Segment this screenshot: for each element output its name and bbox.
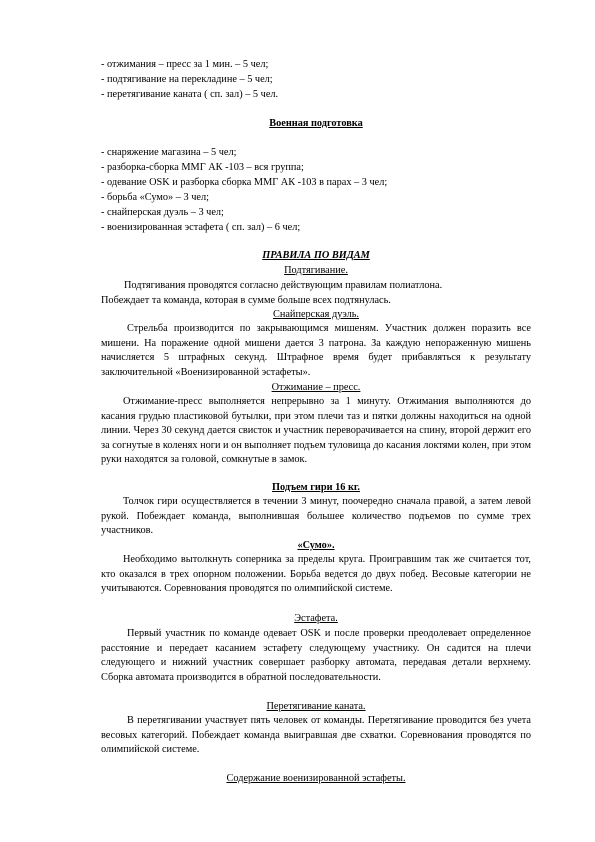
section-heading-sumo: «Сумо». [297, 540, 335, 551]
paragraph-line: Подтягивания проводятся согласно действующим правилам полиатлона. [124, 280, 443, 291]
paragraph-text: Толчок гири осуществляется в течении 3 минут, поочередно сначала правой, а затем левой рукой. Побеждает команда, выполнившая большее количество подъемов по сумме трех участников. [101, 496, 531, 537]
list-item: - отжимания – пресс за 1 мин. – 5 чел; [101, 59, 269, 70]
list-item: - одевание OSK и разборка сборка ММГ АК -103 в парах – 3 чел; [101, 177, 388, 188]
list-item: - снаряжение магазина – 5 чел; [101, 147, 237, 158]
list-item: - подтягивание на перекладине – 5 чел; [101, 74, 273, 85]
paragraph-sumo [101, 553, 531, 597]
paragraph-tug [101, 714, 531, 758]
paragraph-pushups [101, 395, 531, 468]
section-heading-tug: Перетягивание каната. [266, 701, 366, 712]
section-heading-sniper: Снайперская дуэль. [272, 309, 359, 320]
paragraph-text: Первый участник по команде одевает OSK и после проверки преодолевает определенное расстояние и передает касанием эстафету следующему участнику. Он садится на плечи следующего и нижний участник совершает разборку автомата, передавая детали верхнему. Сборка автомата производится в обратной последовательности. [101, 628, 531, 683]
paragraph-text: Отжимание-пресс выполняется непрерывно за 1 минуту. Отжимания выполняются до касания грудью пластиковой бутылки, при этом плечи таз и пятки должны находиться на одной линии. Через 30 секунд дается свисток и участник переворачивается на спину, второй держит его за согнутые в коленях ноги и он выполняет подъем туловища до касания локтями колен, при этом руки находятся за головой, сомкнутые в замок. [101, 396, 531, 466]
paragraph-line: Побеждает та команда, которая в сумме больше всех подтянулась. [101, 295, 391, 306]
rules-title: ПРАВИЛА ПО ВИДАМ [262, 250, 370, 261]
list-item: - снайперская дуэль – 3 чел; [101, 207, 224, 218]
section-heading-pullups: Подтягивание. [284, 265, 348, 276]
section-heading-relay-content: Содержание военизированной эстафеты. [226, 773, 406, 784]
paragraph-text: Стрельба производится по закрывающимся мишеням. Участник должен поразить все мишени. На поражение одной мишени дается 3 патрона. За каждую непораженную мишень начисляется 5 штрафных секунд. Штрафное время будет прибавляться к результату заключительной «Военизированной эстафеты». [101, 323, 531, 378]
list-item: - военизированная эстафета ( сп. зал) – 6 чел; [101, 222, 301, 233]
paragraph-text: В перетягивании участвует пять человек от команды. Перетягивание проводится без учета весовых категорий. Побеждает команда выигравшая две схватки. Соревнования проводятся по олимпийской системе. [101, 715, 531, 756]
list-item: - перетягивание каната ( сп. зал) – 5 чел. [101, 89, 279, 100]
paragraph-kettlebell [101, 495, 531, 539]
section-heading-kettlebell: Подъем гири 16 кг. [272, 482, 360, 493]
section-heading-military: Военная подготовка [269, 118, 363, 129]
paragraph-sniper [101, 322, 531, 380]
section-heading-relay: Эстафета. [294, 613, 338, 624]
paragraph-relay [101, 627, 531, 685]
list-item: - борьба «Сумо» – 3 чел; [101, 192, 209, 203]
section-heading-pushups: Отжимание – пресс. [271, 382, 361, 393]
paragraph-text: Необходимо вытолкнуть соперника за пределы круга. Проигравшим так же считается тот, кто оказался в трех опорном положении. Борьба ведется до двух побед. Весовые категории не учитываются. Соревнования проводятся по олимпийской системе. [101, 554, 531, 595]
list-item: - разборка-сборка ММГ АК -103 – вся группа; [101, 162, 304, 173]
